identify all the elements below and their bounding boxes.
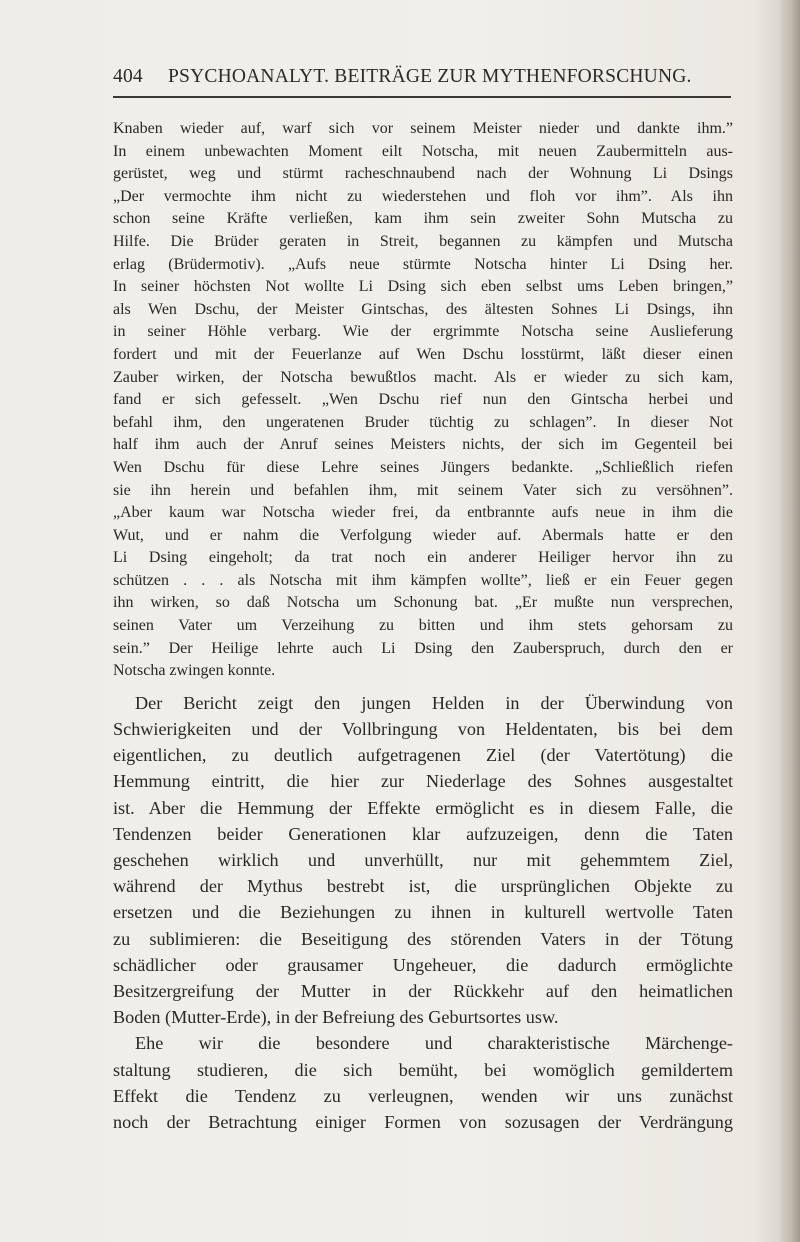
text-line: fordert und mit der Feuerlanze auf Wen Dschu losstürmt, läßt dieser einen <box>113 345 733 363</box>
text-line: Li Dsing eingeholt; da trat noch ein anderer Heiliger hervor ihn zu <box>113 549 733 567</box>
text-line: seinen Vater um Verzeihung zu bitten und ihm stets gehorsam zu <box>113 617 733 635</box>
text-line: fand er sich gefesselt. „Wen Dschu rief nun den Gintscha herbei und <box>113 391 733 409</box>
text-line: Tendenzen beider Generationen klar aufzuzeigen, denn die Taten <box>113 823 733 844</box>
text-line: sie ihn herein und befahlen ihm, mit seinem Vater sich zu versöhnen”. <box>113 481 733 499</box>
page-edge-shadow <box>778 0 800 1242</box>
text-line: als Wen Dschu, der Meister Gintschas, des ältesten Sohnes Li Dsings, ihn <box>113 300 733 318</box>
text-line: staltung studieren, die sich bemüht, bei womöglich gemildertem <box>113 1059 733 1080</box>
quoted-passage <box>113 118 733 683</box>
text-line: In einem unbewachten Moment eilt Notscha, mit neuen Zaubermitteln aus- <box>113 142 733 160</box>
header-rule <box>113 96 731 98</box>
text-line: gerüstet, weg und stürmt racheschnaubend nach der Wohnung Li Dsings <box>113 165 733 183</box>
text-line: Zauber wirken, der Notscha bewußtlos macht. Als er wieder zu sich kam, <box>113 368 733 386</box>
running-header <box>113 66 733 88</box>
text-line: Notscha zwingen konnte. <box>113 662 276 680</box>
text-line: geschehen wirklich und unverhüllt, nur mit gehemmtem Ziel, <box>113 850 733 871</box>
text-line: Effekt die Tendenz zu verleugnen, wenden wir uns zunächst <box>113 1085 733 1106</box>
text-line: schädlicher oder grausamer Ungeheuer, die dadurch ermöglichte <box>113 954 733 975</box>
text-line: Der Bericht zeigt den jungen Helden in der Überwindung von <box>135 692 733 713</box>
text-line: sein.” Der Heilige lehrte auch Li Dsing den Zauberspruch, durch den er <box>113 639 733 657</box>
text-line: Ehe wir die besondere und charakteristische Märchenge- <box>135 1033 733 1054</box>
text-line: erlag (Brüdermotiv). „Aufs neue stürmte Notscha hinter Li Dsing her. <box>113 255 733 273</box>
text-line: schon seine Kräfte verließen, kam ihm sein zweiter Sohn Mutscha zu <box>113 210 733 228</box>
text-line: Wut, und er nahm die Verfolgung wieder auf. Abermals hatte er den <box>113 526 733 544</box>
text-line: noch der Betrachtung einiger Formen von sozusagen der Verdrängung <box>113 1112 733 1133</box>
page-number: 404 <box>113 66 143 87</box>
text-line: Boden (Mutter-Erde), in der Befreiung des Geburtsortes usw. <box>113 1007 559 1028</box>
text-line: eigentlichen, zu deutlich aufgetragenen Ziel (der Vatertötung) die <box>113 745 733 766</box>
text-line: Wen Dschu für diese Lehre seines Jüngers bedankte. „Schließlich riefen <box>113 458 733 476</box>
text-line: half ihm auch der Anruf seines Meisters nichts, der sich im Gegenteil bei <box>113 436 733 454</box>
text-line: ersetzen und die Beziehungen zu ihnen in kulturell wertvolle Taten <box>113 902 733 923</box>
text-line: schützen . . . als Notscha mit ihm kämpfen wollte”, ließ er ein Feuer gegen <box>113 571 733 589</box>
text-line: in seiner Höhle verbarg. Wie der ergrimmte Notscha seine Auslieferung <box>113 323 733 341</box>
text-line: Hemmung eintritt, die hier zur Niederlage des Sohnes ausgestaltet <box>113 771 733 792</box>
text-line: während der Mythus bestrebt ist, die ursprünglichen Objekte zu <box>113 876 733 897</box>
text-line: Besitzergreifung der Mutter in der Rückkehr auf den heimatlichen <box>113 981 733 1002</box>
text-line: ist. Aber die Hemmung der Effekte ermöglicht es in diesem Falle, die <box>113 797 733 818</box>
text-line: zu sublimieren: die Beseitigung des störenden Vaters in der Tötung <box>113 928 733 949</box>
text-line: Schwierigkeiten und der Vollbringung von Heldentaten, bis bei dem <box>113 719 733 740</box>
text-line: ihn wirken, so daß Notscha um Schonung bat. „Er mußte nun versprechen, <box>113 594 733 612</box>
page-body <box>113 118 733 1135</box>
text-line: Knaben wieder auf, warf sich vor seinem Meister nieder und dankte ihm.” <box>113 120 733 137</box>
running-title: PSYCHOANALYT. BEITRÄGE ZUR MYTHENFORSCHUNG. <box>168 66 692 87</box>
main-paragraphs <box>113 690 733 1135</box>
text-line: „Aber kaum war Notscha wieder frei, da entbrannte aufs neue in ihm die <box>113 504 733 522</box>
text-line: „Der vermochte ihm nicht zu wiederstehen und floh vor ihm”. Als ihn <box>113 187 733 205</box>
text-line: Hilfe. Die Brüder geraten in Streit, begannen zu kämpfen und Mutscha <box>113 232 733 250</box>
text-line: befahl ihm, den ungeratenen Bruder tüchtig zu schlagen”. In dieser Not <box>113 413 733 431</box>
text-line: In seiner höchsten Not wollte Li Dsing sich eben selbst ums Leben bringen,” <box>113 278 733 296</box>
